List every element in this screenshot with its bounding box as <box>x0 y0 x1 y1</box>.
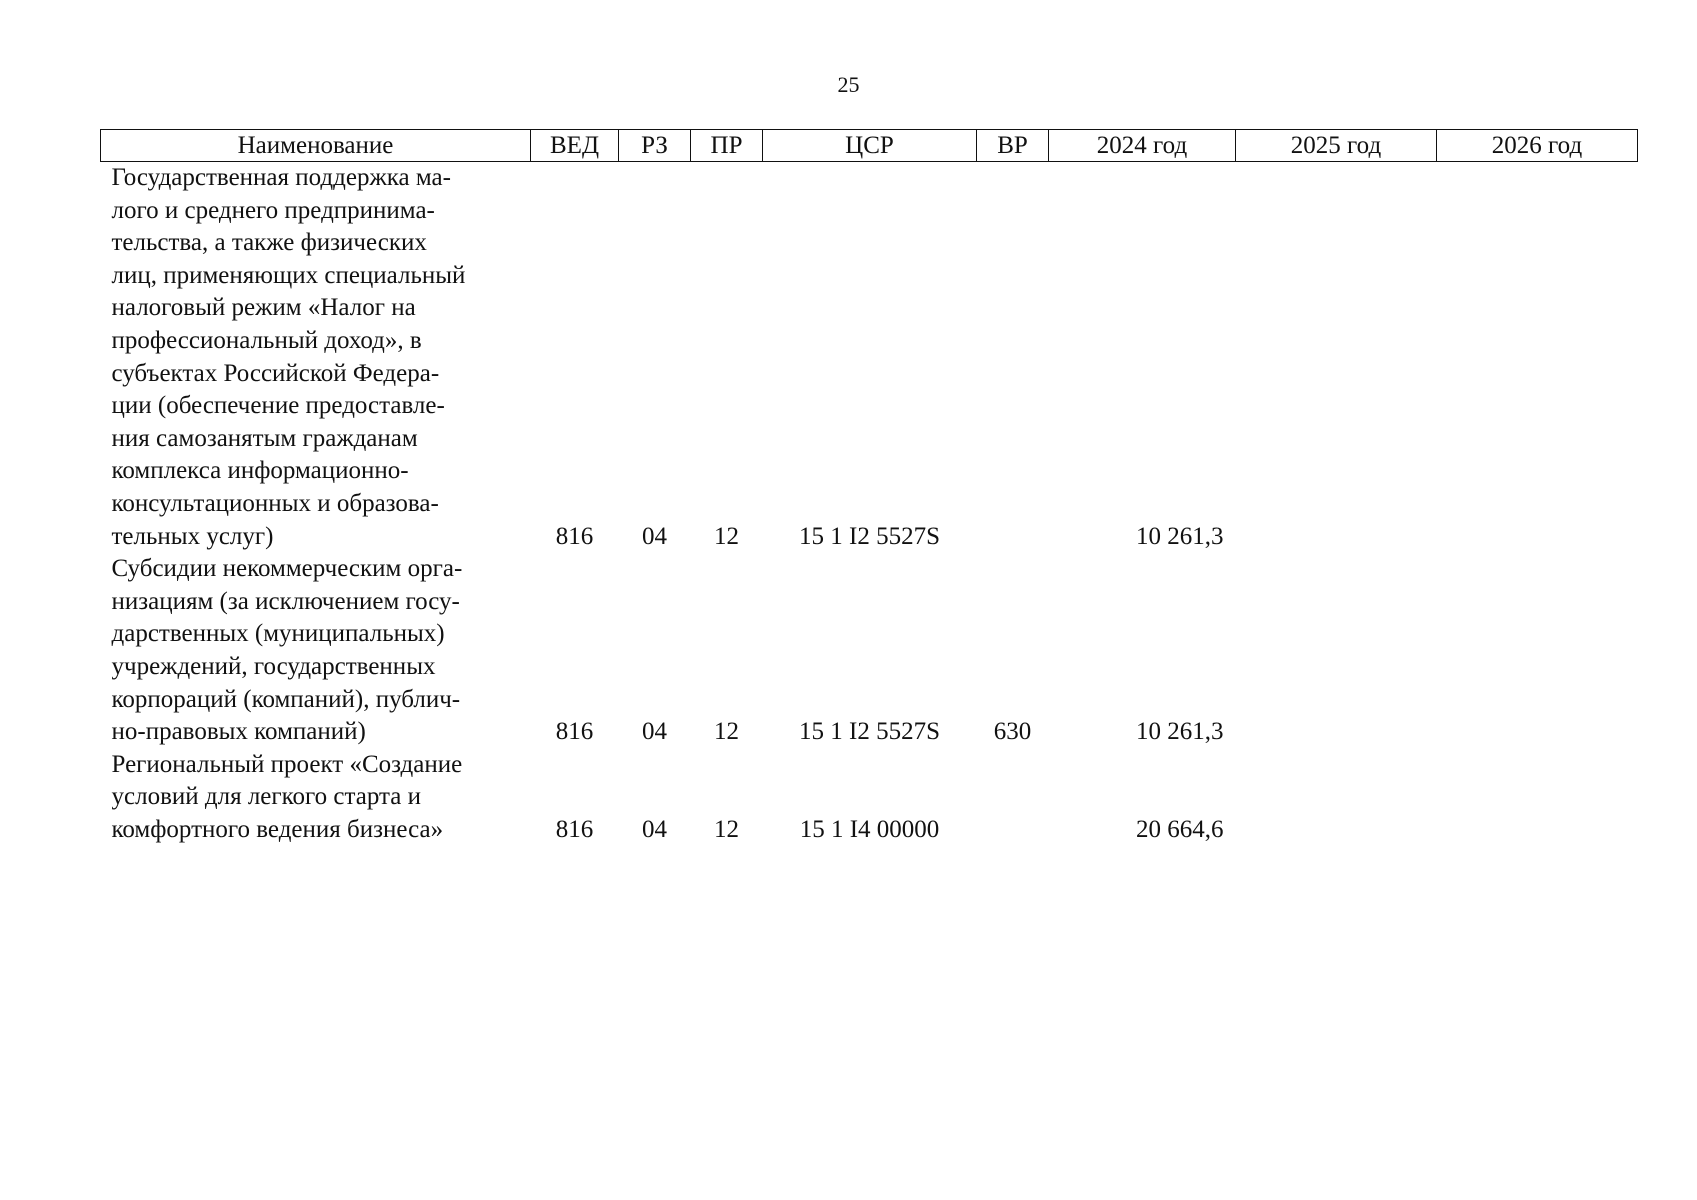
table-row <box>101 162 1638 554</box>
page-number: 25 <box>837 72 860 97</box>
name-line: но-правовых компаний) <box>111 718 366 746</box>
name-line: тельных услуг) <box>111 522 274 550</box>
row-vr: 630 <box>993 718 1032 746</box>
name-line: налоговый режим «Налог на <box>111 294 416 322</box>
budget-table <box>100 129 1638 846</box>
row-2025 <box>1236 553 1437 749</box>
row-pr: 12 <box>714 815 739 843</box>
name-line: низациям (за исключением госу- <box>111 587 460 615</box>
name-line: Государственная поддержка ма- <box>111 164 451 191</box>
row-2026 <box>1437 553 1638 749</box>
row-2024: 20 664,6 <box>1136 815 1224 843</box>
table-body <box>101 162 1638 847</box>
header-rz: РЗ <box>619 130 691 162</box>
name-line: Субсидии некоммерческим орга- <box>111 555 463 583</box>
row-2024: 10 261,3 <box>1136 522 1224 550</box>
row-rz: 04 <box>642 522 667 550</box>
row-pr: 12 <box>714 718 739 746</box>
row-2025 <box>1236 749 1437 847</box>
row-2024: 10 261,3 <box>1136 718 1224 746</box>
header-2024: 2024 год <box>1049 130 1236 162</box>
name-line: условий для легкого старта и <box>111 783 421 811</box>
header-vr: ВР <box>977 130 1049 162</box>
row-name <box>101 749 531 847</box>
header-2026: 2026 год <box>1437 130 1638 162</box>
row-2026 <box>1437 749 1638 847</box>
header-name: Наименование <box>101 130 531 162</box>
header-2025: 2025 год <box>1236 130 1437 162</box>
row-ved: 816 <box>555 815 594 843</box>
header-row <box>101 130 1638 162</box>
name-line: тельства, а также физических <box>111 229 427 257</box>
name-line: учреждений, государственных <box>111 652 436 680</box>
row-ved: 816 <box>555 522 594 550</box>
table-header <box>101 130 1638 162</box>
name-line: дарственных (муниципальных) <box>111 620 445 648</box>
row-rz: 04 <box>642 718 667 746</box>
header-ved: ВЕД <box>531 130 619 162</box>
table-row <box>101 749 1638 847</box>
header-pr: ПР <box>691 130 763 162</box>
name-line: ния самозанятым гражданам <box>111 424 418 452</box>
name-line: комфортного ведения бизнеса» <box>111 815 444 843</box>
table-row <box>101 553 1638 749</box>
name-line: лого и среднего предпринима- <box>111 196 435 224</box>
header-csr: ЦСР <box>763 130 977 162</box>
row-2026 <box>1437 162 1638 554</box>
row-csr: 15 1 I4 00000 <box>799 815 940 843</box>
row-csr: 15 1 I2 5527S <box>799 522 940 550</box>
name-line: корпораций (компаний), публич- <box>111 685 461 713</box>
row-ved: 816 <box>555 718 594 746</box>
row-rz: 04 <box>642 815 667 843</box>
row-name <box>101 553 531 749</box>
row-vr <box>977 749 1049 847</box>
name-line: комплекса информационно- <box>111 457 409 485</box>
name-line: лиц, применяющих специальный <box>111 261 466 289</box>
name-line: ции (обеспечение предоставле- <box>111 392 445 420</box>
row-2025 <box>1236 162 1437 554</box>
row-vr <box>977 162 1049 554</box>
row-csr: 15 1 I2 5527S <box>799 718 940 746</box>
name-line: Региональный проект «Создание <box>111 750 463 778</box>
row-pr: 12 <box>714 522 739 550</box>
row-name <box>101 162 531 554</box>
name-line: профессиональный доход», в <box>111 326 422 354</box>
name-line: консультационных и образова- <box>111 489 439 517</box>
name-line: субъектах Российской Федера- <box>111 359 440 387</box>
